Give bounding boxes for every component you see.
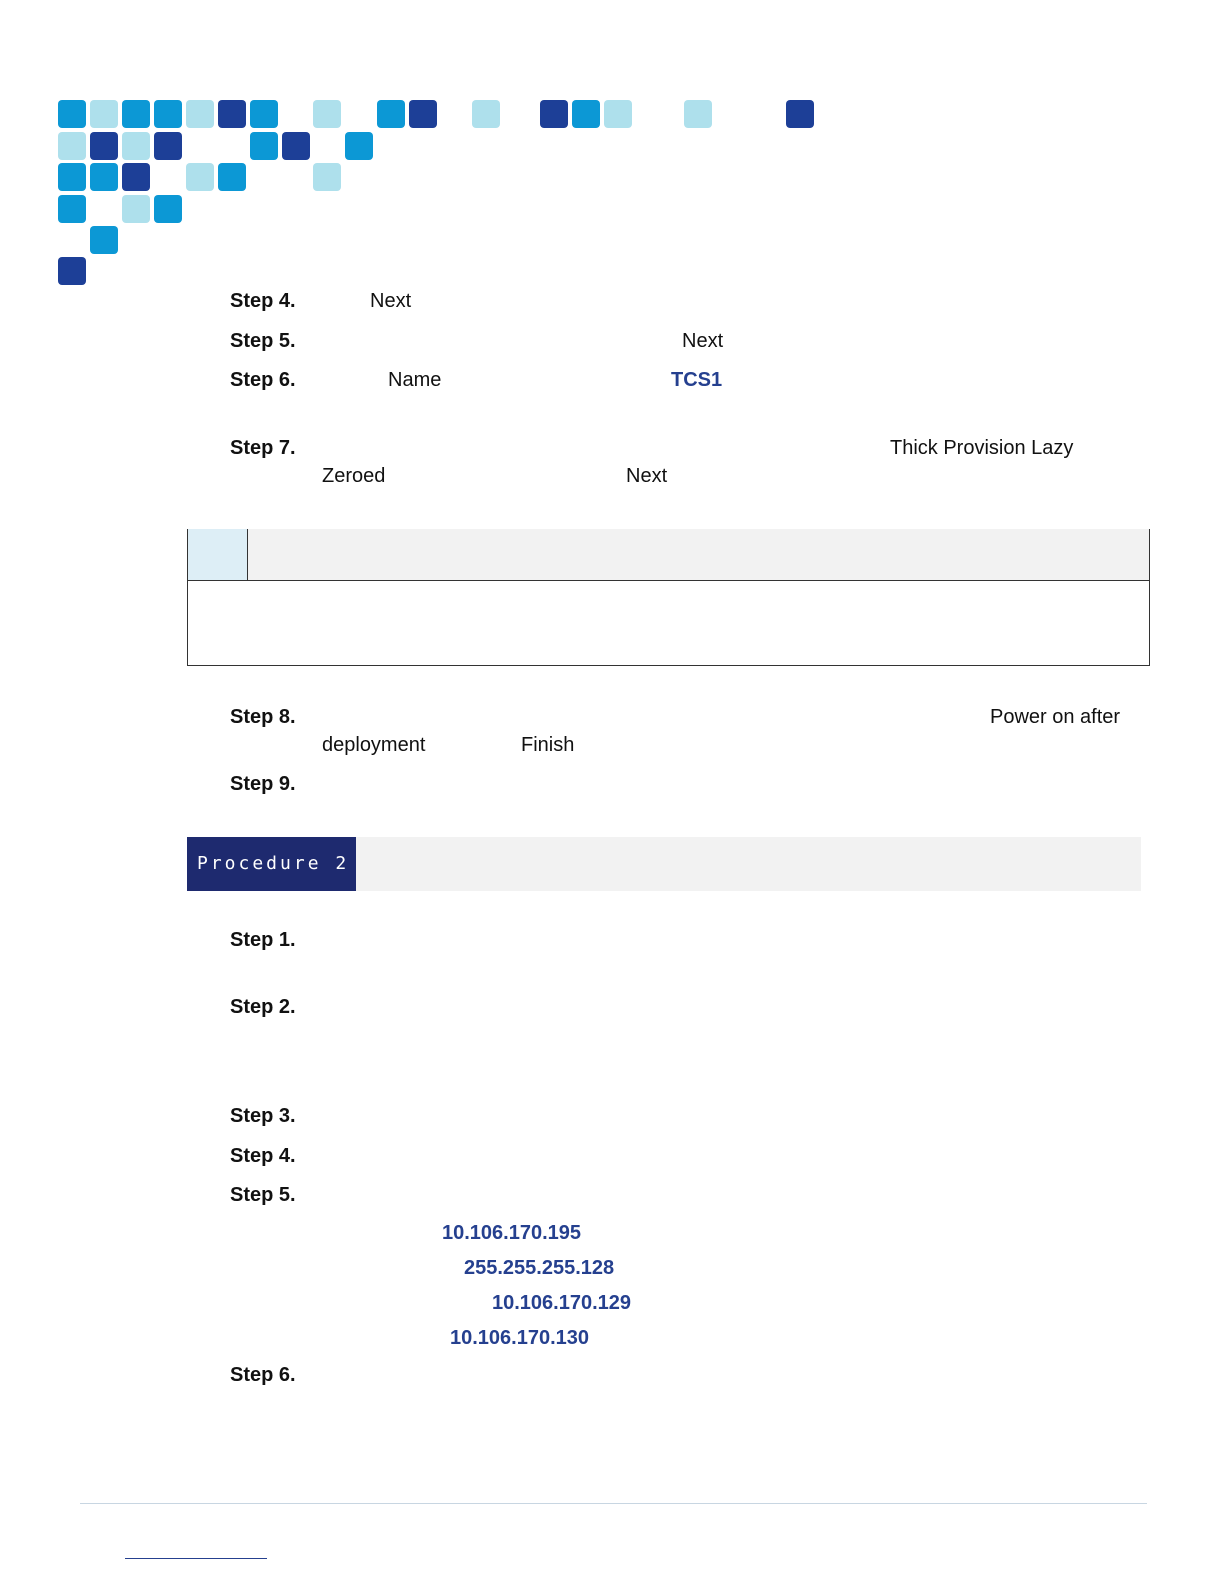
ui-term: Finish xyxy=(521,734,575,756)
ui-term: deployment xyxy=(322,734,426,756)
dns-value: 10.106.170.130 xyxy=(450,1327,590,1349)
note-header xyxy=(188,529,1149,581)
logo-square xyxy=(122,195,150,223)
logo-square xyxy=(122,163,150,191)
logo-square xyxy=(58,163,86,191)
logo-square xyxy=(684,100,712,128)
ui-term: Next xyxy=(682,330,724,352)
logo-square xyxy=(90,226,118,254)
logo-square xyxy=(122,132,150,160)
logo-square xyxy=(786,100,814,128)
logo-square xyxy=(313,163,341,191)
logo-square xyxy=(572,100,600,128)
note-box xyxy=(187,529,1150,666)
note-icon xyxy=(188,529,248,580)
ui-term: Next xyxy=(370,290,412,312)
step-label: Step 7. xyxy=(230,437,296,459)
step-label: Step 8. xyxy=(230,706,296,728)
step-label: Step 4. xyxy=(230,1145,296,1167)
procedure-label: Procedure 2 xyxy=(187,837,356,891)
logo-square xyxy=(58,132,86,160)
step-label: Step 2. xyxy=(230,996,296,1018)
step-label: Step 6. xyxy=(230,369,296,391)
step-label: Step 3. xyxy=(230,1105,296,1127)
step-label: Step 4. xyxy=(230,290,296,312)
ui-term: Zeroed xyxy=(322,465,386,487)
footer-divider xyxy=(80,1503,1147,1504)
logo-square xyxy=(250,100,278,128)
logo-square xyxy=(90,132,118,160)
subnet-mask-value: 255.255.255.128 xyxy=(464,1257,615,1279)
procedure-header xyxy=(187,837,1141,891)
logo-square xyxy=(58,100,86,128)
logo-square xyxy=(58,195,86,223)
logo-square xyxy=(218,163,246,191)
logo-square xyxy=(186,163,214,191)
logo-square xyxy=(58,257,86,285)
ip-address-value: 10.106.170.195 xyxy=(442,1222,582,1244)
logo-square xyxy=(540,100,568,128)
logo-square xyxy=(345,132,373,160)
logo-square xyxy=(250,132,278,160)
entered-value: TCS1 xyxy=(671,369,723,391)
gateway-value: 10.106.170.129 xyxy=(492,1292,632,1314)
logo-square xyxy=(409,100,437,128)
step-label: Step 5. xyxy=(230,330,296,352)
logo-square xyxy=(186,100,214,128)
logo-square xyxy=(282,132,310,160)
ui-term: Thick Provision Lazy xyxy=(890,437,1074,459)
logo-square xyxy=(313,100,341,128)
logo-square xyxy=(218,100,246,128)
logo-square xyxy=(154,132,182,160)
logo-square xyxy=(604,100,632,128)
step-label: Step 5. xyxy=(230,1184,296,1206)
step-label: Step 6. xyxy=(230,1364,296,1386)
logo-square xyxy=(472,100,500,128)
logo-square xyxy=(90,163,118,191)
footer-link-underline[interactable] xyxy=(125,1558,267,1559)
step-label: Step 9. xyxy=(230,773,296,795)
ui-term: Power on after xyxy=(990,706,1121,728)
logo-square xyxy=(154,195,182,223)
logo-square xyxy=(122,100,150,128)
logo-square xyxy=(377,100,405,128)
logo-square xyxy=(154,100,182,128)
logo-square xyxy=(90,100,118,128)
step-label: Step 1. xyxy=(230,929,296,951)
ui-term: Next xyxy=(626,465,668,487)
ui-term: Name xyxy=(388,369,442,391)
